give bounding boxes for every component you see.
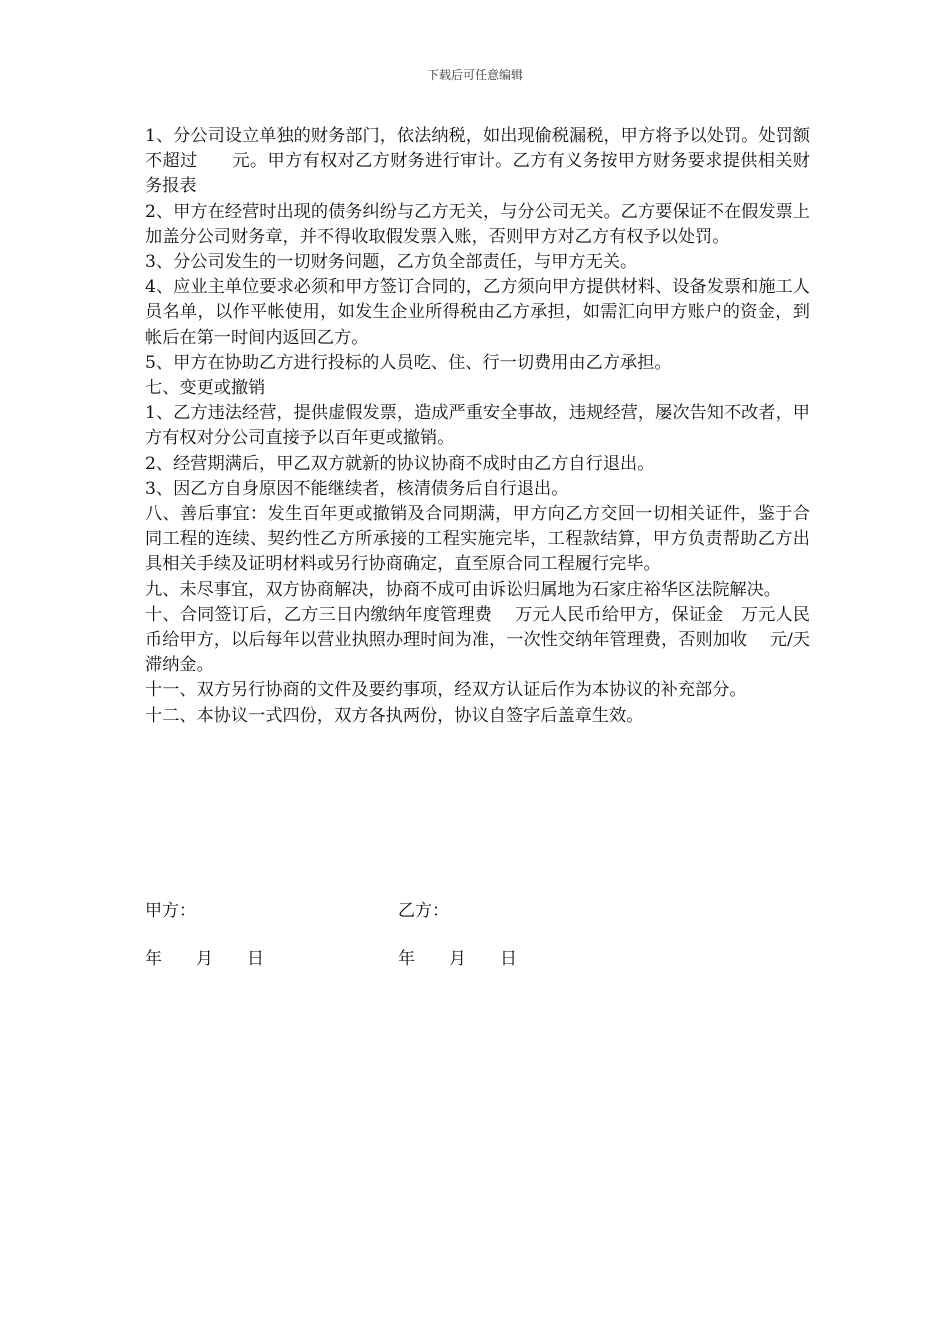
- paragraph-change-2: 2、经营期满后，甲乙双方就新的协议协商不成时由乙方自行退出。: [145, 453, 655, 474]
- paragraph-change-1: 1、乙方违法经营，提供虚假发票，造成严重安全事故，违规经营，屡次告知不改者，甲方有权对分公司直接予以百年更或撤销。: [145, 403, 810, 449]
- paragraph-finance-5: 5、甲方在协助乙方进行投标的人员吃、住、行一切费用由乙方承担。: [145, 352, 672, 373]
- section-fees: 十、合同签订后，乙方三日内缴纳年度管理费 万元人民币给甲方，保证金 万元人民币给甲方，以后每年以营业执照办理时间为准，一次性交纳年管理费，否则加收 元/天滞纳金。: [145, 604, 810, 676]
- section-heading-change: 七、变更或撤销: [145, 378, 266, 399]
- section-copies: 十二、本协议一式四份，双方各执两份，协议自签字后盖章生效。: [145, 705, 644, 726]
- document-body: [145, 124, 810, 729]
- paragraph-finance-1: 1、分公司设立单独的财务部门，依法纳税，如出现偷税漏税，甲方将予以处罚。处罚额不超过 元。甲方有权对乙方财务进行审计。乙方有义务按甲方财务要求提供相关财务报表: [145, 126, 810, 197]
- party-b-date: 年 月 日: [398, 949, 517, 969]
- page-header: 下载后可任意编辑: [426, 68, 523, 82]
- paragraph-change-3: 3、因乙方自身原因不能继续者，核清债务后自行退出。: [145, 478, 569, 499]
- paragraph-finance-3: 3、分公司发生的一切财务问题，乙方负全部责任，与甲方无关。: [145, 252, 638, 273]
- party-a-signature-label: 甲方：: [145, 901, 196, 921]
- party-a-date: 年 月 日: [145, 949, 264, 969]
- paragraph-finance-4: 4、应业主单位要求必须和甲方签订合同的，乙方须向甲方提供材料、设备发票和施工人员名单，以作平帐使用，如发生企业所得税由乙方承担，如需汇向甲方账户的资金，到帐后在第一时间内返回乙方。: [145, 277, 810, 348]
- section-unresolved: 九、未尽事宜，双方协商解决，协商不成可由诉讼归属地为石家庄裕华区法院解决。: [145, 579, 781, 600]
- section-aftermath: 八、善后事宜：发生百年更或撤销及合同期满，甲方向乙方交回一切相关证件，鉴于合同工程的连续、契约性乙方所承接的工程实施完毕，工程款结算，甲方负责帮助乙方出具相关手续及证明材料或另行协商确定，直至原合同工程履行完毕。: [145, 504, 810, 575]
- section-supplement: 十一、双方另行协商的文件及要约事项，经双方认证后作为本协议的补充部分。: [145, 680, 747, 701]
- party-b-signature-label: 乙方：: [398, 901, 449, 921]
- paragraph-finance-2: 2、甲方在经营时出现的债务纠纷与乙方无关，与分公司无关。乙方要保证不在假发票上加盖分公司财务章，并不得收取假发票入账，否则甲方对乙方有权予以处罚。: [145, 201, 810, 247]
